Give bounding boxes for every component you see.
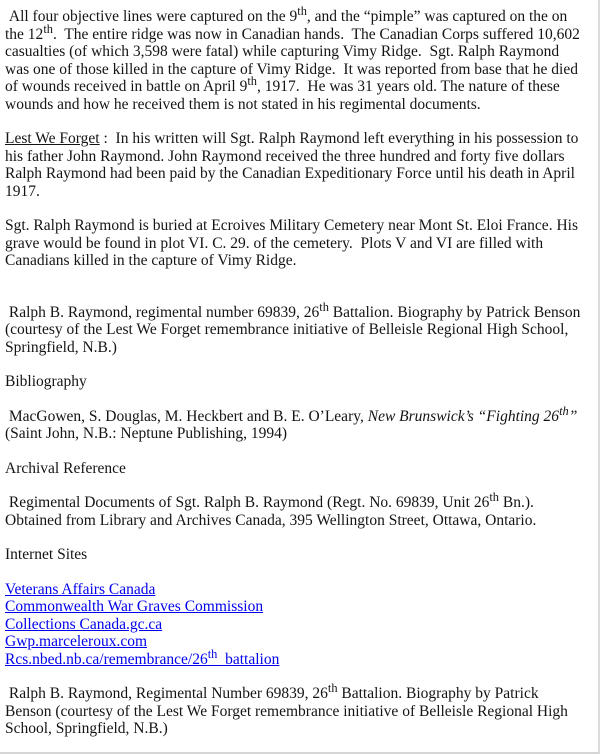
text-segment: , 1917. He was 31 years old. The nature of these wounds and how he received them is not stated in his regimental documents. [5, 78, 564, 113]
heading-internet-sites [5, 546, 585, 564]
text-segment: Archival Reference [5, 459, 126, 477]
para-intro [5, 3, 585, 113]
para-burial [5, 217, 585, 270]
text-segment: Collections Canada.gc.ca [5, 615, 163, 633]
para-biography-bottom [5, 680, 585, 738]
link-commonwealth-war-graves-commission[interactable] [5, 598, 263, 615]
text-segment: New Brunswick’s “Fighting 26 [367, 407, 560, 425]
text-segment: Veterans Affairs Canada [5, 580, 156, 598]
text-segment: Battalion. Biography by Patrick Benson (courtesy of the Lest We Forget remembrance initiative of Belleisle Regional High School, Springfield, N.B.) [5, 685, 572, 737]
text-segment: Ralph B. Raymond, Regimental Number 69839, 26 [5, 685, 328, 702]
text-segment: . The entire ridge was now in Canadian hands. The Canadian Corps suffered 10,602 casualties (of which 3,598 were fatal) while capturing Vimy Ridge. Sgt. Ralph Raymond was one of those killed in the capture of Vimy Ridge. It was reported from base that he died of wounds received in battle on April 9 [5, 25, 584, 95]
text-segment: th [327, 680, 338, 695]
text-segment: Internet Sites [5, 546, 88, 563]
text-segment: , and the “pimple” was captured on the on the 12 [5, 8, 572, 43]
text-segment: th [319, 299, 329, 314]
text-segment: : In his written will Sgt. Ralph Raymond left everything in his possession to his father John Raymond. John Raymond received the three hundred and forty five dollars Ralph Raymond had been paid by the Canadian Expeditionary Force until his death in April 1917. [5, 130, 583, 200]
text-segment: All four objective lines were captured on the 9 [5, 8, 298, 25]
text-segment: _battalion [217, 650, 280, 668]
text-segment: Lest We Forget [5, 130, 100, 147]
link-gwp-marceleroux[interactable] [5, 633, 147, 650]
text-segment: Rcs.nbed.nb.ca/remembrance/26 [5, 650, 208, 668]
heading-bibliography [5, 373, 585, 391]
text-segment: Bn.). Obtained from Library and Archives Canada, 395 Wellington Street, Ottawa, Ontario. [5, 494, 538, 529]
text-segment: (Saint John, N.B.: Neptune Publishing, 1994) [5, 407, 582, 442]
para-biography-top [5, 299, 585, 357]
text-segment: Regimental Documents of Sgt. Ralph B. Raymond (Regt. No. 69839, Unit 26 [5, 494, 490, 511]
text-segment: Gwp.marceleroux.com [5, 633, 148, 650]
text-segment: MacGowen, S. Douglas, M. Heckbert and B. E. O’Leary, [5, 407, 368, 425]
text-segment: Ralph B. Raymond, regimental number 69839, 26 [5, 303, 320, 321]
text-segment: Battalion. Biography by Patrick Benson (courtesy of the Lest We Forget remembrance initiative of Belleisle Regional High School, Springfield, N.B.) [5, 303, 585, 356]
link-collections-canada[interactable] [5, 616, 162, 633]
link-list [5, 581, 585, 669]
link-veterans-affairs-canada[interactable] [5, 581, 155, 598]
para-archival-entry [5, 489, 585, 529]
text-segment: Bibliography [5, 373, 87, 390]
heading-archival-reference [5, 460, 585, 478]
text-segment: th [43, 21, 53, 36]
text-segment: ” [568, 407, 578, 425]
text-segment: th [207, 646, 218, 661]
text-segment: Commonwealth War Graves Commission [5, 598, 264, 615]
link-rcs-nbed-battalion[interactable] [5, 646, 280, 668]
document-body [5, 3, 585, 738]
text-segment: th [297, 3, 307, 18]
text-segment: th [247, 73, 257, 88]
text-segment: Sgt. Ralph Raymond is buried at Ecroives Military Cemetery near Mont St. Eloi France. His grave would be found in plot VI. C. 29. of the cemetery. Plots V and VI are filled with Canadians killed in the capture of Vimy Ridge. [5, 217, 582, 269]
text-segment: th [489, 489, 499, 504]
para-bibliography-entry [5, 403, 585, 443]
para-lest-we-forget [5, 130, 585, 200]
text-segment: th [559, 403, 569, 418]
